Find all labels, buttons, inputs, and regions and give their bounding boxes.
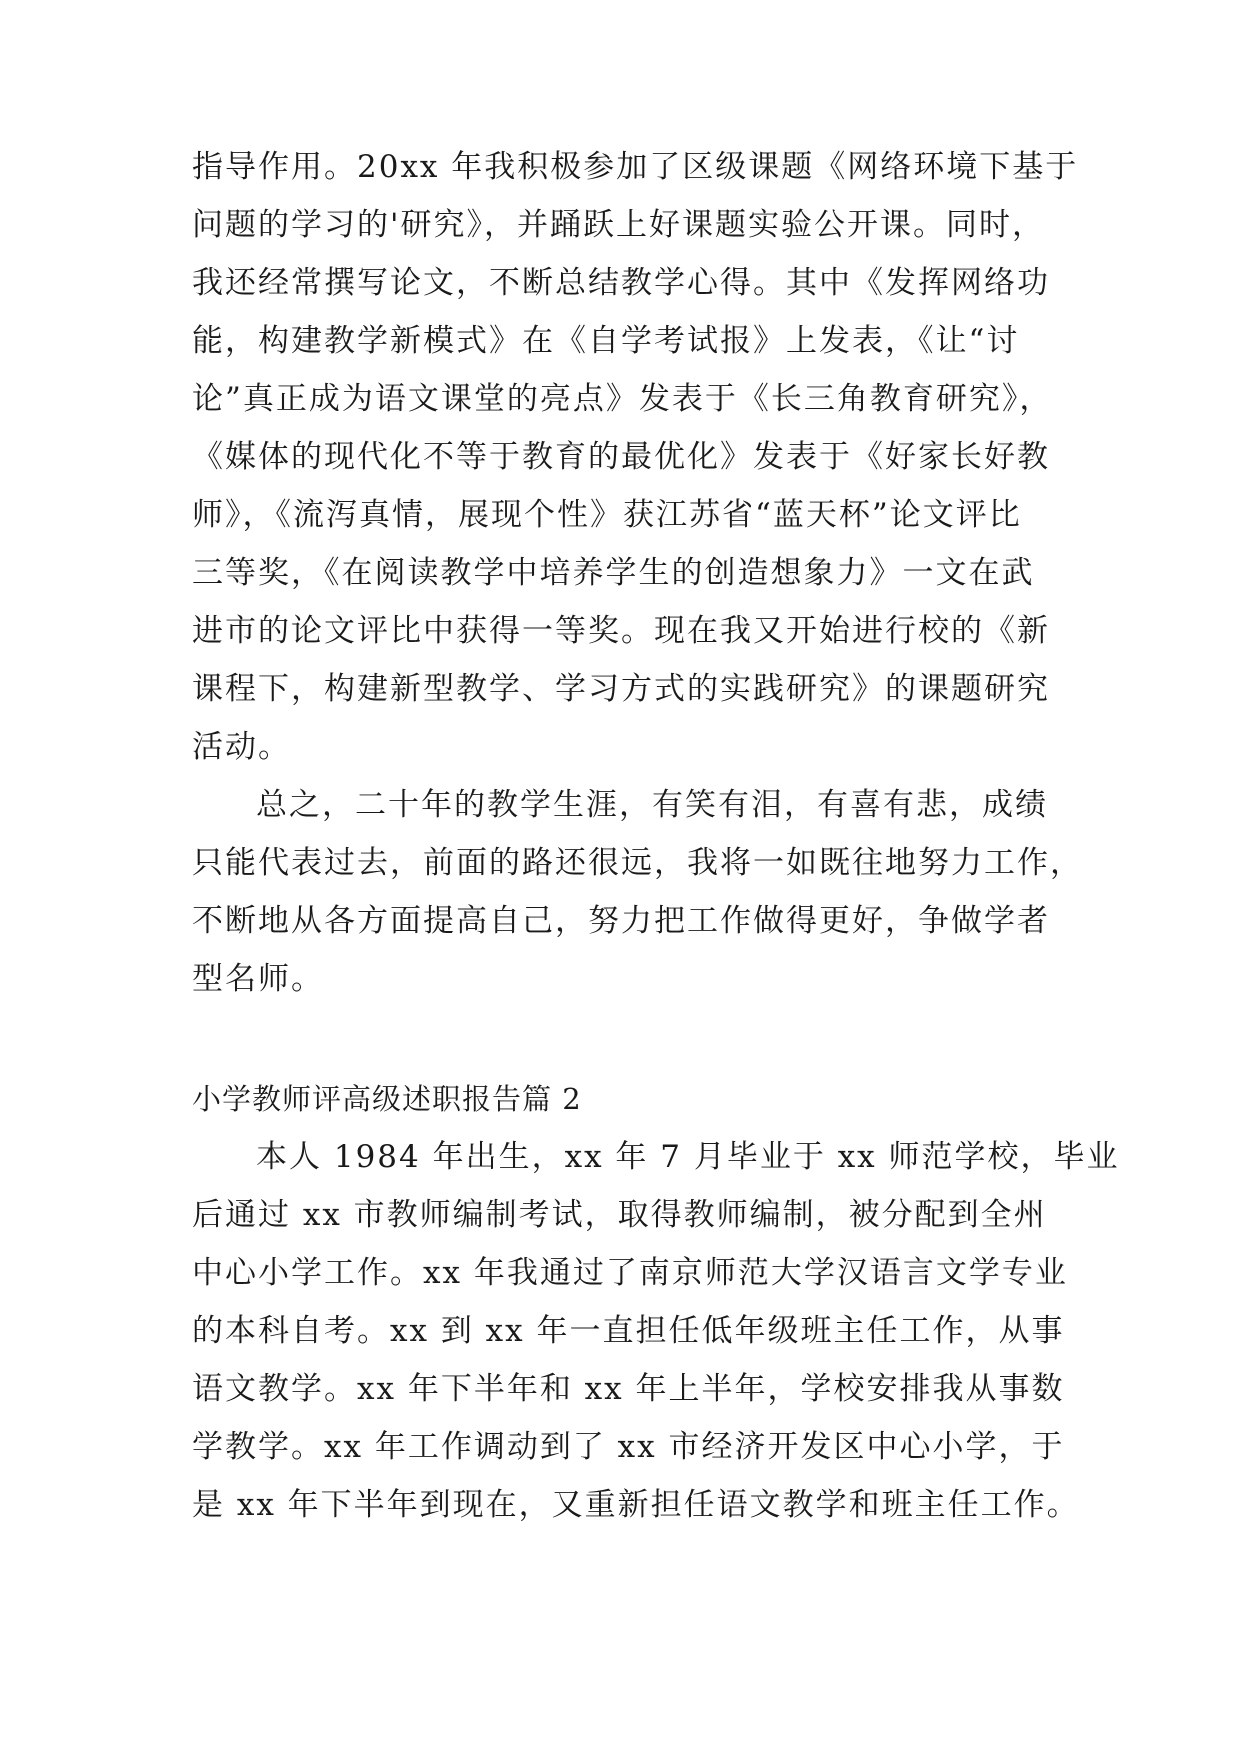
paragraph-line: 课程下，构建新型教学、学习方式的实践研究》的课题研究 bbox=[192, 671, 1050, 707]
paragraph-line: 型名师。 bbox=[192, 961, 324, 997]
paragraph-line: 师》，《流泻真情，展现个性》获江苏省“蓝天杯”论文评比 bbox=[192, 497, 1022, 533]
paragraph-line: 总之，二十年的教学生涯，有笑有泪，有喜有悲，成绩 bbox=[256, 787, 1048, 823]
section-heading: 小学教师评高级述职报告篇 2 bbox=[192, 1082, 582, 1116]
paragraph-line: 不断地从各方面提高自己，努力把工作做得更好，争做学者 bbox=[192, 903, 1050, 939]
paragraph-line: 问题的学习的'研究》，并踊跃上好课题实验公开课。同时， bbox=[192, 207, 1046, 243]
paragraph-line: 我还经常撰写论文，不断总结教学心得。其中《发挥网络功 bbox=[192, 265, 1050, 301]
paragraph-line: 只能代表过去，前面的路还很远，我将一如既往地努力工作， bbox=[192, 845, 1083, 881]
paragraph-line: 进市的论文评比中获得一等奖。现在我又开始进行校的《新 bbox=[192, 613, 1050, 649]
paragraph-line: 本人 1984 年出生，xx 年 7 月毕业于 xx 师范学校，毕业 bbox=[256, 1139, 1120, 1175]
paragraph-line: 活动。 bbox=[192, 729, 291, 765]
paragraph-line: 语文教学。xx 年下半年和 xx 年上半年，学校安排我从事数 bbox=[192, 1371, 1065, 1407]
paragraph-line: 的本科自考。xx 到 xx 年一直担任低年级班主任工作，从事 bbox=[192, 1313, 1065, 1349]
paragraph-line: 学教学。xx 年工作调动到了 xx 市经济开发区中心小学，于 bbox=[192, 1429, 1065, 1465]
paragraph-line: 中心小学工作。xx 年我通过了南京师范大学汉语言文学专业 bbox=[192, 1255, 1068, 1291]
paragraph-line: 《媒体的现代化不等于教育的最优化》发表于《好家长好教 bbox=[192, 439, 1050, 475]
paragraph-line: 指导作用。20xx 年我积极参加了区级课题《网络环境下基于 bbox=[192, 149, 1079, 185]
paragraph-line: 能，构建教学新模式》在《自学考试报》上发表，《让“讨 bbox=[192, 323, 1020, 359]
paragraph-line: 是 xx 年下半年到现在，又重新担任语文教学和班主任工作。 bbox=[192, 1487, 1080, 1523]
paragraph-line: 论”真正成为语文课堂的亮点》发表于《长三角教育研究》， bbox=[192, 381, 1053, 417]
paragraph-line: 三等奖，《在阅读教学中培养学生的创造想象力》一文在武 bbox=[192, 555, 1035, 591]
paragraph-line: 后通过 xx 市教师编制考试，取得教师编制，被分配到全州 bbox=[192, 1197, 1047, 1233]
